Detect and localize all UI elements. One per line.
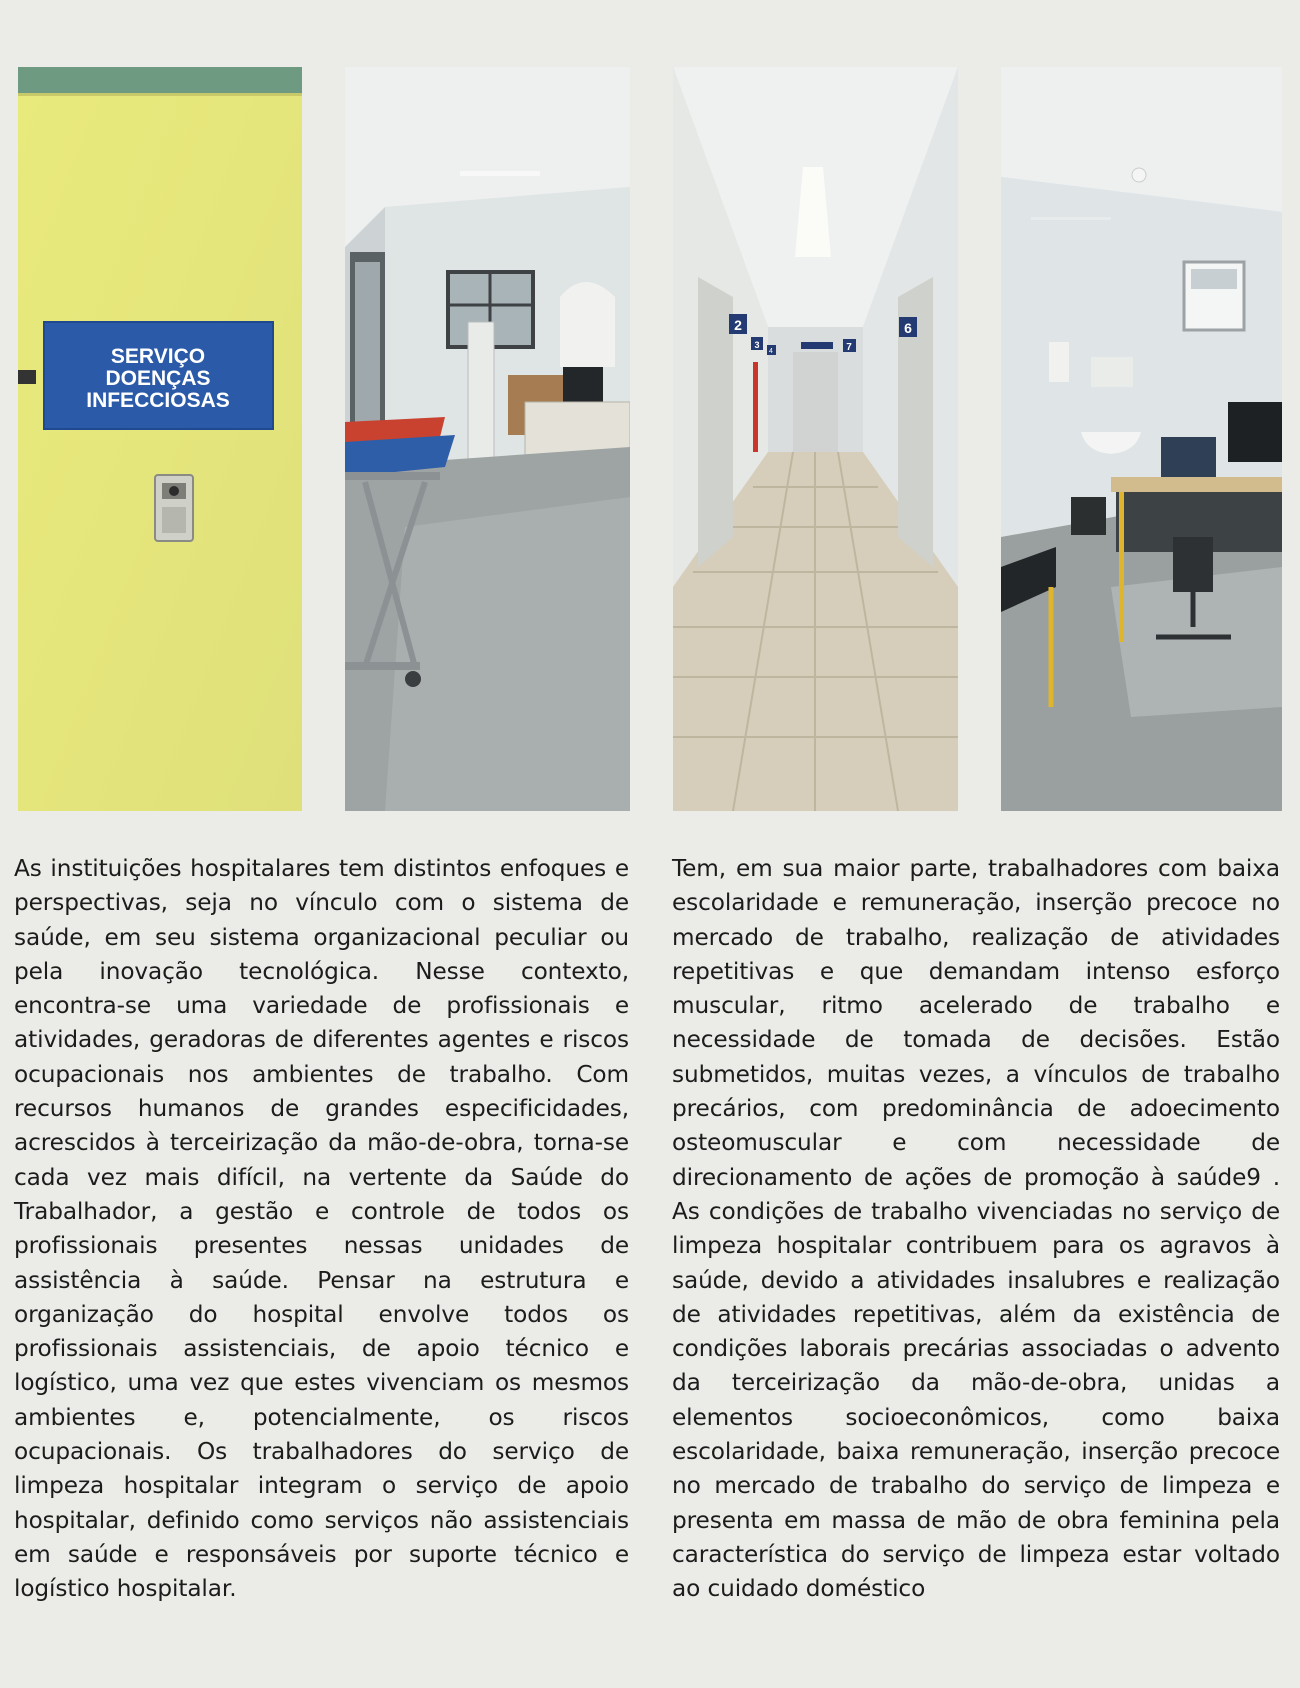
room-sign-6: 6 [904, 320, 912, 336]
intercom-icon [155, 475, 193, 541]
text-column-left: As instituições hospitalares tem distintos enfoques e perspectivas, seja no vínculo com o sistema de saúde, em seu sistema organizacional peculiar ou pela inovação tecnológica. Nesse contexto, encontra-se uma variedade de profissionais e atividades, geradoras de diferentes agentes e riscos ocupacionais nos ambientes de trabalho. Com recursos humanos de grandes especificidades, acrescidos à terceirização da mão-de-obra, torna-se cada vez mais difícil, na vertente da Saúde do Trabalhador, a gestão e controle de todos os profissionais presentes nessas unidades de assistência à saúde. Pensar na estrutura e organização do hospital envolve todos os profissionais assistenciais, de apoio técnico e logístico, uma vez que estes vivenciam os mesmos ambientes e, potencialmente, os riscos ocupacionais. Os trabalhadores do serviço de limpeza hospitalar integram o serviço de apoio hospitalar, definido como serviços não assistenciais em saúde e responsáveis por suporte técnico e logístico hospitalar. [14, 855, 629, 1603]
room-sign-2: 2 [734, 317, 742, 333]
room-sign-7: 7 [846, 342, 852, 353]
photo-room-stretcher [345, 67, 630, 811]
sign-line-1: SERVIÇO [110, 345, 206, 368]
window-icon [1184, 262, 1244, 330]
sign-line-3: INFECCIOSAS [86, 389, 230, 412]
photo-infectious-diseases-sign [18, 67, 302, 811]
photo-office-desk [1001, 67, 1282, 811]
room-sign-3: 3 [754, 340, 760, 350]
room-sign-4: 4 [769, 348, 773, 355]
sign-line-2: DOENÇAS [105, 367, 211, 390]
photo-corridor [673, 67, 958, 811]
text-column-right: Tem, em sua maior parte, trabalhadores com baixa escolaridade e remuneração, inserção precoce no mercado de trabalho, realização de atividades repetitivas e que demandam intenso esforço muscular, ritmo acelerado de trabalho e necessidade de tomada de decisões. Estão submetidos, muitas vezes, a vínculos de trabalho precários, com predominância de adoecimento osteomuscular e com necessidade de direcionamento de ações de promoção à saúde9 . As condições de trabalho vivenciadas no serviço de limpeza hospitalar contribuem para os agravos à saúde, devido a atividades insalubres e realização de atividades repetitivas, além da existência de condições laborais precárias associadas o advento da terceirização da mão-de-obra, unidas a elementos socioeconômicos, como baixa escolaridade, baixa remuneração, inserção precoce no mercado de trabalho do serviço de limpeza e presenta em massa de mão de obra feminina pela característica do serviço de limpeza estar voltado ao cuidado doméstico [672, 855, 1280, 1603]
sign-plate [44, 322, 273, 429]
photo-strip [18, 67, 1282, 811]
